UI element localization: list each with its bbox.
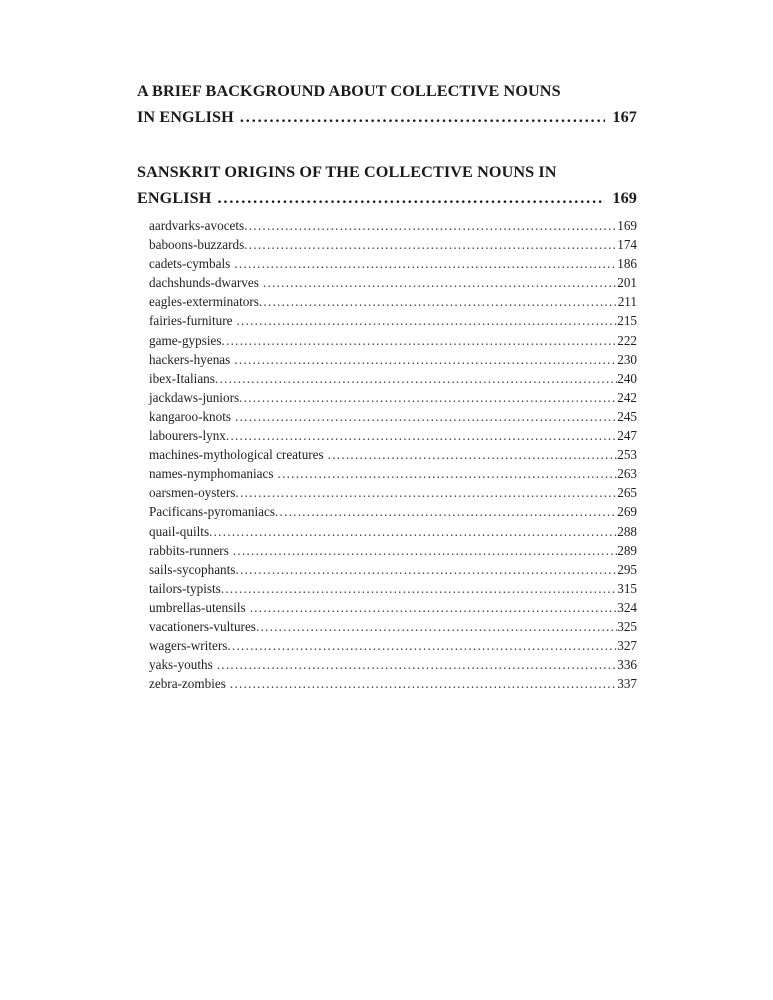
dot-leader xyxy=(227,639,617,652)
toc-entry[interactable] xyxy=(149,464,637,483)
toc-entry-page-number: 337 xyxy=(617,676,637,692)
toc-entry[interactable] xyxy=(149,560,637,579)
dot-leader xyxy=(217,190,605,206)
toc-entry[interactable] xyxy=(149,235,637,254)
toc-entry-page-number: 295 xyxy=(617,561,637,577)
toc-entry[interactable] xyxy=(149,292,637,311)
dot-leader xyxy=(240,109,606,125)
toc-entry[interactable] xyxy=(149,216,637,235)
toc-entry-label: wagers-writers xyxy=(149,638,228,654)
toc-entry-label: labourers-lynx xyxy=(149,428,226,444)
toc-section-heading[interactable] xyxy=(137,78,637,130)
toc-entry-label: Pacificans-pyromaniacs xyxy=(149,504,275,520)
toc-entry-page-number: 215 xyxy=(617,313,637,329)
dot-leader xyxy=(226,429,617,442)
toc-entry-label: names-nymphomaniacs xyxy=(149,466,274,482)
dot-leader xyxy=(230,677,617,690)
dot-leader xyxy=(234,353,617,366)
toc-entry[interactable] xyxy=(149,598,637,617)
dot-leader xyxy=(221,582,617,595)
toc-entry-label: oarsmen-oysters xyxy=(149,485,236,501)
toc-entry-page-number: 245 xyxy=(617,408,637,424)
toc-entry-label: rabbits-runners xyxy=(149,542,229,558)
toc-entry-label: hackers-hyenas xyxy=(149,351,231,367)
toc-section-title-line: ENGLISH xyxy=(137,189,212,207)
toc-entry-label: ibex-Italians xyxy=(149,370,215,386)
dot-leader xyxy=(209,525,617,538)
toc-entry[interactable] xyxy=(149,331,637,350)
toc-entry-label: kangaroo-knots xyxy=(149,408,232,424)
dot-leader xyxy=(256,620,617,633)
toc-entry[interactable] xyxy=(149,522,637,541)
toc-section-title-line: SANSKRIT ORIGINS OF THE COLLECTIVE NOUNS IN xyxy=(137,163,557,181)
toc-entry-page-number: 324 xyxy=(617,599,637,615)
toc-entry-label: cadets-cymbals xyxy=(149,256,231,272)
toc-entry[interactable] xyxy=(149,273,637,292)
toc-entry-label: zebra-zombies xyxy=(149,676,226,692)
toc-entry[interactable] xyxy=(149,445,637,464)
toc-entry-page-number: 265 xyxy=(617,485,637,501)
toc-entry-page-number: 222 xyxy=(617,332,637,348)
toc-entry-page-number: 240 xyxy=(617,370,637,386)
toc-entry-label: umbrellas-utensils xyxy=(149,599,246,615)
dot-leader xyxy=(235,410,617,423)
toc-entry-page-number: 211 xyxy=(617,294,637,310)
dot-leader xyxy=(244,219,617,232)
toc-entry-page-number: 325 xyxy=(617,618,637,634)
toc-entry[interactable] xyxy=(149,674,637,693)
dot-leader xyxy=(235,563,617,576)
dot-leader xyxy=(263,276,617,289)
toc-entry-page-number: 201 xyxy=(617,275,637,291)
dot-leader xyxy=(222,334,618,347)
toc-entry-page-number: 169 xyxy=(617,218,637,233)
toc-entry-label: fairies-furniture xyxy=(149,313,233,329)
dot-leader xyxy=(217,658,617,671)
toc-section-page-number: 169 xyxy=(612,189,637,207)
toc-entry-page-number: 247 xyxy=(617,428,637,444)
toc-entry-label: game-gypsies xyxy=(149,332,222,348)
toc-entry-page-number: 269 xyxy=(617,504,637,520)
toc-entry[interactable] xyxy=(149,388,637,407)
toc-entry-page-number: 253 xyxy=(617,447,637,463)
toc-entry-page-number: 230 xyxy=(617,351,637,367)
dot-leader xyxy=(215,372,617,385)
toc-entry-page-number: 242 xyxy=(617,389,637,405)
toc-entry-label: machines-mythological creatures xyxy=(149,447,324,463)
toc-entry-label: sails-sycophants xyxy=(149,561,236,577)
toc-entry-label: tailors-typists xyxy=(149,580,221,596)
toc-entry-list xyxy=(137,216,637,693)
toc-section-page-number: 167 xyxy=(612,108,637,126)
toc-entry-label: vacationers-vultures xyxy=(149,618,256,634)
toc-entry-page-number: 315 xyxy=(617,580,637,596)
toc-section xyxy=(137,159,637,693)
toc-entry-label: yaks-youths xyxy=(149,657,213,673)
toc-section xyxy=(137,78,637,130)
toc-entry[interactable] xyxy=(149,350,637,369)
toc-entry-page-number: 263 xyxy=(617,466,637,482)
dot-leader xyxy=(250,601,618,614)
table-of-contents xyxy=(137,78,637,693)
toc-entry-page-number: 174 xyxy=(617,237,637,253)
toc-section-heading[interactable] xyxy=(137,159,637,211)
toc-entry-page-number: 327 xyxy=(617,638,637,654)
toc-entry-label: eagles-exterminators xyxy=(149,294,259,310)
toc-entry-page-number: 288 xyxy=(617,523,637,539)
toc-entry-page-number: 289 xyxy=(617,542,637,558)
toc-entry-page-number: 186 xyxy=(617,256,637,272)
dot-leader xyxy=(328,448,618,461)
dot-leader xyxy=(259,295,618,308)
toc-entry[interactable] xyxy=(149,655,637,674)
toc-section-title-line: A BRIEF BACKGROUND ABOUT COLLECTIVE NOUNS xyxy=(137,82,561,100)
dot-leader xyxy=(236,314,617,327)
toc-entry[interactable] xyxy=(149,407,637,426)
dot-leader xyxy=(239,391,617,404)
toc-section-title-line: IN ENGLISH xyxy=(137,108,234,126)
toc-entry[interactable] xyxy=(149,426,637,445)
toc-entry[interactable] xyxy=(149,483,637,502)
toc-entry[interactable] xyxy=(149,502,637,521)
toc-entry[interactable] xyxy=(149,617,637,636)
dot-leader xyxy=(234,257,617,270)
toc-entry-label: aardvarks-avocets xyxy=(149,218,245,233)
dot-leader xyxy=(233,544,617,557)
toc-entry[interactable] xyxy=(149,541,637,560)
toc-entry-label: dachshunds-dwarves xyxy=(149,275,259,291)
toc-entry[interactable] xyxy=(149,636,637,655)
toc-entry-label: quail-quilts xyxy=(149,523,210,539)
toc-entry[interactable] xyxy=(149,311,637,330)
toc-entry-label: jackdaws-juniors xyxy=(149,389,240,405)
toc-entry[interactable] xyxy=(149,369,637,388)
dot-leader xyxy=(244,238,617,251)
toc-entry-label: baboons-buzzards xyxy=(149,237,245,253)
dot-leader xyxy=(278,467,618,480)
dot-leader xyxy=(235,486,617,499)
dot-leader xyxy=(275,505,617,518)
toc-entry[interactable] xyxy=(149,579,637,598)
toc-entry-page-number: 336 xyxy=(617,657,637,673)
toc-entry[interactable] xyxy=(149,254,637,273)
